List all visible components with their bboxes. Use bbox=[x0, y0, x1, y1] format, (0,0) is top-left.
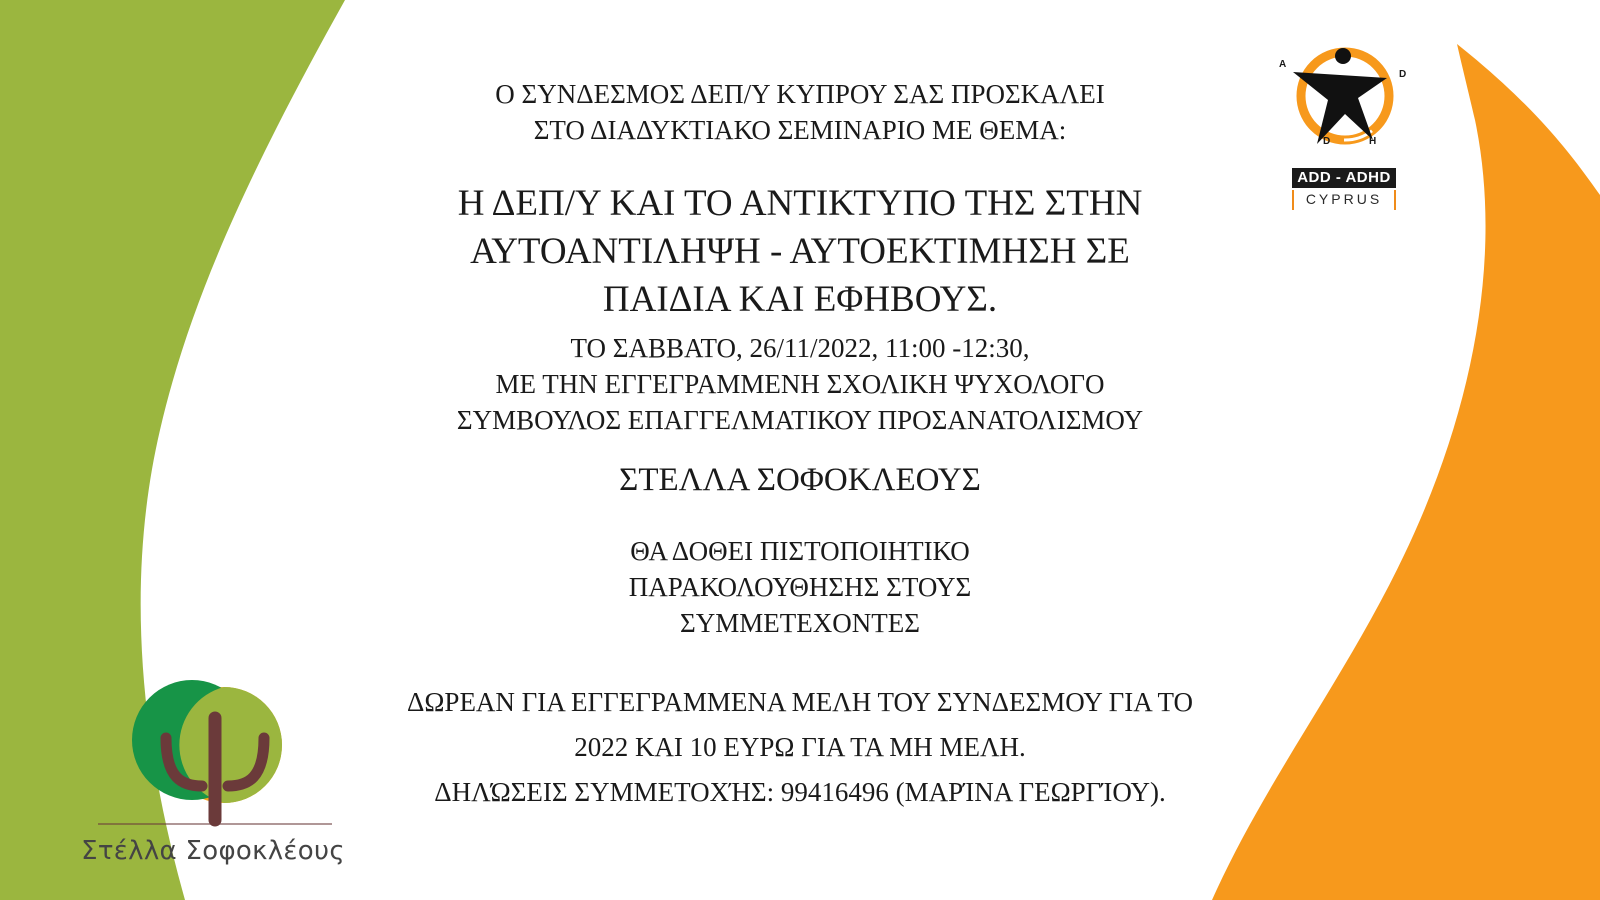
title-line: Η ΔΕΠ/Υ ΚΑΙ ΤΟ ΑΝΤΙΚΤΥΠΟ ΤΗΣ ΣΤΗΝ bbox=[457, 183, 1143, 224]
certificate-note bbox=[340, 533, 1260, 641]
cyprus-label: CYPRUS bbox=[1292, 190, 1396, 210]
speaker-name: ΣΤΕΛΛΑ ΣΟΦΟΚΛΕΟΥΣ bbox=[619, 462, 981, 498]
stella-logo-name: Στέλλα Σοφοκλέους bbox=[81, 836, 345, 866]
intro-text bbox=[340, 76, 1260, 148]
pricing-info bbox=[340, 680, 1260, 815]
seminar-title bbox=[440, 180, 1160, 324]
logo-letter: D bbox=[1323, 136, 1331, 147]
pricing-line: 2022 ΚΑΙ 10 ΕΥΡΩ ΓΙΑ ΤΑ ΜΗ ΜΕΛΗ. bbox=[574, 732, 1026, 762]
details-line: ΣΥΜΒΟΥΛΟΣ ΕΠΑΓΓΕΛΜΑΤΙΚΟΥ ΠΡΟΣΑΝΑΤΟΛΙΣΜΟΥ bbox=[456, 405, 1144, 435]
contact-line: ΔΗΛΏΣΕΙΣ ΣΥΜΜΕΤΟΧΉΣ: 99416496 (ΜΑΡΊΝΑ ΓΕΩΡΓΊΟΥ). bbox=[434, 777, 1166, 807]
pricing-line: ΔΩΡΕΑΝ ΓΙΑ ΕΓΓΕΓΡΑΜΜΕΝΑ ΜΕΛΗ ΤΟΥ ΣΥΝΔΕΣΜΟΥ ΓΙΑ ΤΟ bbox=[407, 687, 1193, 717]
add-adhd-badge: ADD - ADHD bbox=[1292, 168, 1396, 188]
logo-letter: A bbox=[1279, 59, 1287, 70]
intro-line: ΣΤΟ ΔΙΑΔΥΚΤΙΑΚΟ ΣΕΜΙΝΑΡΙΟ ΜΕ ΘΕΜΑ: bbox=[533, 115, 1067, 145]
logo-letter: H bbox=[1369, 136, 1377, 147]
stella-sofokleous-logo bbox=[78, 678, 348, 878]
certificate-line: ΘΑ ΔΟΘΕΙ ΠΙΣΤΟΠΟΙΗΤΙΚΟ bbox=[630, 536, 970, 566]
details-line: ΜΕ ΤΗΝ ΕΓΓΕΓΡΑΜΜΕΝΗ ΣΧΟΛΙΚΗ ΨΥΧΟΛΟΓΟ bbox=[495, 369, 1105, 399]
intro-line: Ο ΣΥΝΔΕΣΜΟΣ ΔΕΠ/Υ ΚΥΠΡΟΥ ΣΑΣ ΠΡΟΣΚΑΛΕΙ bbox=[495, 79, 1105, 109]
certificate-line: ΠΑΡΑΚΟΛΟΥΘΗΣΗΣ ΣΤΟΥΣ bbox=[628, 572, 972, 602]
logo-letter: D bbox=[1399, 69, 1407, 80]
star-figure-icon bbox=[1283, 42, 1413, 167]
add-adhd-cyprus-logo bbox=[1279, 42, 1413, 212]
event-details bbox=[340, 330, 1260, 438]
certificate-line: ΣΥΜΜΕΤΕΧΟΝΤΕΣ bbox=[680, 608, 920, 638]
details-line: ΤΟ ΣΑΒΒΑΤΟ, 26/11/2022, 11:00 -12:30, bbox=[570, 333, 1030, 363]
title-line: ΠΑΙΔΙΑ ΚΑΙ ΕΦΗΒΟΥΣ. bbox=[602, 279, 998, 320]
psi-tree-icon bbox=[78, 678, 348, 838]
title-line: ΑΥΤΟΑΝΤΙΛΗΨΗ - ΑΥΤΟΕΚΤΙΜΗΣΗ ΣΕ bbox=[470, 231, 1130, 272]
